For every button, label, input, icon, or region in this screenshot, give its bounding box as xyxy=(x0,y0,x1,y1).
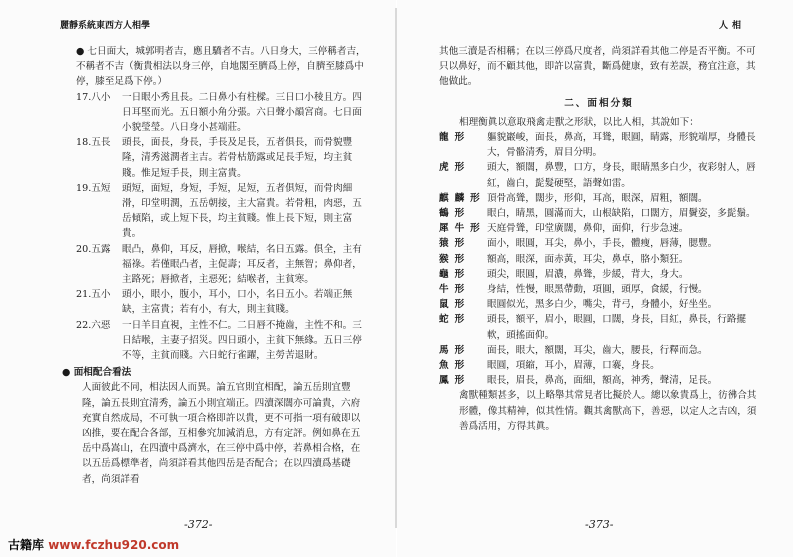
entry-label: 21.五小 xyxy=(76,289,111,301)
animal-form-item xyxy=(439,236,759,251)
entry-text: 眼凸，鼻仰，耳反，唇掀，喉結，名日五露。俱全，主有福祿。若僅眼凸者，主促壽；耳反者，主無智；鼻仰者，主路死；唇掀者，主惡死；結喉者，主貧寒。 xyxy=(122,243,362,286)
entry-text: 一日眼小秀且長。二日鼻小有柱樑。三日口小稜且方。四日耳堅而光。五日額小角分張。六日聲小韻宮商。七日面小貌瑩瑩。八日身小甚端莊。 xyxy=(122,91,362,134)
animal-form-item xyxy=(439,343,759,358)
animal-form-item xyxy=(439,130,759,160)
numbered-entry xyxy=(62,135,368,181)
animal-form-item xyxy=(439,267,759,282)
numbered-entry xyxy=(62,287,368,317)
entry-text: 一日羊目直視，主性不仁。二日唇不掩齒，主性不和。三日結喉，主妻子招災。四日頭小，主貧下無緣。五日三停不等，主貧而賤。六日蛇行雀躍，主勞苦退財。 xyxy=(122,319,362,362)
animal-form-description: 頭長，額平，眉小，眼圓，口闊，身長，目紅，鼻長，行路擺軟，頭搖面仰。 xyxy=(487,314,747,341)
section-heading: ● 面相配合看法 xyxy=(62,367,132,379)
animal-form-name: 牛形 xyxy=(439,284,471,296)
animal-form-item xyxy=(439,358,759,373)
numbered-entry xyxy=(62,318,368,364)
animal-form-item xyxy=(439,312,759,342)
left-page xyxy=(0,0,396,557)
animal-form-name: 猴形 xyxy=(439,253,471,265)
animal-form-description: 軀貌巖峻，面長，鼻高，耳聳，眼圓，睛露，形貌端厚，身體長大，骨骼清秀，眉目分明。 xyxy=(487,132,756,159)
animal-form-list xyxy=(439,130,759,388)
animal-form-name: 犀牛形 xyxy=(439,223,486,235)
animal-form-description: 面長，眼大，額闊，耳尖，齒大，腰長，行釋而急。 xyxy=(487,344,708,356)
animal-form-item xyxy=(439,221,759,236)
animal-form-item xyxy=(439,373,759,388)
left-text-column xyxy=(62,44,368,487)
numbered-entry xyxy=(62,181,368,242)
entry-label: 17.八小 xyxy=(76,91,111,103)
animal-form-item xyxy=(439,160,759,190)
animal-form-description: 眼圓似光，黑多白少，嘴尖，背弓，身體小，好坐坐。 xyxy=(487,299,718,311)
left-page-number: -372- xyxy=(184,518,213,531)
entry-text: 頭短，面短，身短，手短，足短，五者俱短，而骨肉細滑，印堂明潤，五岳朝接，主大富貴。若骨粗，肉惡，五岳傾陷，或上短下長，均主貧賤。惟上長下短，則主富貴。 xyxy=(122,182,362,240)
section-title: 二、面相分類 xyxy=(564,97,634,109)
animal-form-name: 龜形 xyxy=(439,268,471,280)
animal-form-description: 天庭骨聳，印堂廣闊，鼻仰，面仰，行步急速。 xyxy=(487,223,689,235)
animal-form-item xyxy=(439,191,759,206)
right-page xyxy=(397,0,793,557)
animal-form-name: 麒麟形 xyxy=(439,192,486,204)
closing-paragraph: 禽獸種類甚多，以上略舉其常見者比擬於人。總以象貴爲上，彷彿合其形體，像其精神，似其性情。觀其禽獸高下，善惡，以定人之吉凶，須善爲活用，方得其眞。 xyxy=(459,390,757,432)
animal-form-description: 眼白，睛黑，圓滿而大，山根缺陷，口闊方，眉鬢姿，多髭鬚。 xyxy=(487,208,756,220)
animal-form-description: 眼長，眉長，鼻高，面細，額高，神秀，聲清，足長。 xyxy=(487,375,718,387)
entry-label: 19.五短 xyxy=(76,182,111,194)
entry-label: 20.五露 xyxy=(76,243,111,255)
entry-label: 18.五長 xyxy=(76,137,111,149)
entry-label: 22.六惡 xyxy=(76,319,111,331)
numbered-entry xyxy=(62,242,368,288)
site-watermark xyxy=(8,536,179,553)
animal-form-description: 額高，眼深，面赤黃，耳尖，鼻卓，胳小類狂。 xyxy=(487,253,689,265)
left-running-header: 麗靜系統東西方人相學 xyxy=(60,21,151,31)
entry-text: 頭小，眼小，腹小，耳小，口小，名日五小。若端正無缺，主富貴；若有小，有大，則主貧賤。 xyxy=(122,289,353,316)
animal-form-name: 蛇形 xyxy=(439,314,471,326)
numbered-entry xyxy=(62,90,368,136)
animal-form-item xyxy=(439,297,759,312)
continuation-paragraph: 其他三瀆是否相稱；在以三停爲尺度者，尚須詳看其他二停是否平衡。不可只以鼻好，而不顧其他，即許以富貴，斷爲健康，致有差誤，務宜注意，其他做此。 xyxy=(439,46,756,88)
right-running-header: 人相 xyxy=(718,21,745,31)
animal-form-description: 面小，眼圓，耳尖，鼻小，手長，體瘦，唇薄，腮豐。 xyxy=(487,238,718,250)
animal-form-name: 魚形 xyxy=(439,360,471,372)
animal-form-description: 頭尖，眼圓，眉濃，鼻聳，步緩，背大，身大。 xyxy=(487,268,689,280)
animal-form-description: 頭大，額闊，鼻豐，口方，身長，眼睛黑多白少，夜彩射人，唇紅，齒白，髭髮硬堅，語聲如雷。 xyxy=(487,162,756,189)
animal-form-name: 鳳形 xyxy=(439,375,471,387)
right-text-column xyxy=(439,44,759,434)
paragraph: 人面彼此不同，相法因人而異。論五官則宜相配，論五岳則宜豐隆，論五長則宜清秀，論五小則宜端正。四瀆深闊亦可論貴，六府充實自然成局，不可執一項合格即許以貴，更不可指一項有破即以凶推，要在配合各部，互相參究加減消息，方有定評。例如鼻在五岳中爲嵩山，在四瀆中爲濟水，在三停中爲中停，若鼻相合格，在以五岳爲標準者，尚須詳看其他四岳是否配合；在以四瀆爲基礎者，尚須詳看 xyxy=(82,382,361,485)
animal-form-item xyxy=(439,282,759,297)
right-page-number: -373- xyxy=(585,518,614,531)
entry-text: 頭長，面長，身長，手長及足長，五者俱長，而骨貌豐隆，清秀滋潤者主吉。若骨枯筋露或足長手短，均主貧賤。惟足短手長，則主富貴。 xyxy=(122,137,353,179)
animal-form-name: 虎形 xyxy=(439,162,471,174)
animal-form-name: 猿形 xyxy=(439,238,471,250)
animal-form-name: 鼠形 xyxy=(439,299,471,311)
animal-form-name: 鶴形 xyxy=(439,208,471,220)
watermark-name: 古籍库 xyxy=(8,538,45,552)
paragraph: ● 七日面大，城郭明者吉，應且驕者不吉。八日身大，三停稱者吉，不稱者不吉（衡貴相法以身三停，自地閣至臍爲上停，自臍至膝爲中停，膝至足爲下停。） xyxy=(76,46,366,88)
animal-form-item xyxy=(439,252,759,267)
animal-form-name: 馬形 xyxy=(439,344,471,356)
animal-form-description: 頂骨高聳，闊步，形仰，耳高，眼深，眉粗，額闊。 xyxy=(487,192,708,204)
animal-form-description: 身結，性慢，眼黑帶動，項圓，頭厚，食緩，行慢。 xyxy=(487,284,708,296)
section-intro: 相理衡眞以意取飛禽走獸之形狀，以比人相，其說如下： xyxy=(459,116,699,128)
watermark-url: www.fczhu920.com xyxy=(44,538,180,552)
animal-form-name: 龍形 xyxy=(439,132,471,144)
animal-form-description: 眼圓，項縮，耳小，眉薄，口褰，身長。 xyxy=(487,360,660,372)
animal-form-item xyxy=(439,206,759,221)
